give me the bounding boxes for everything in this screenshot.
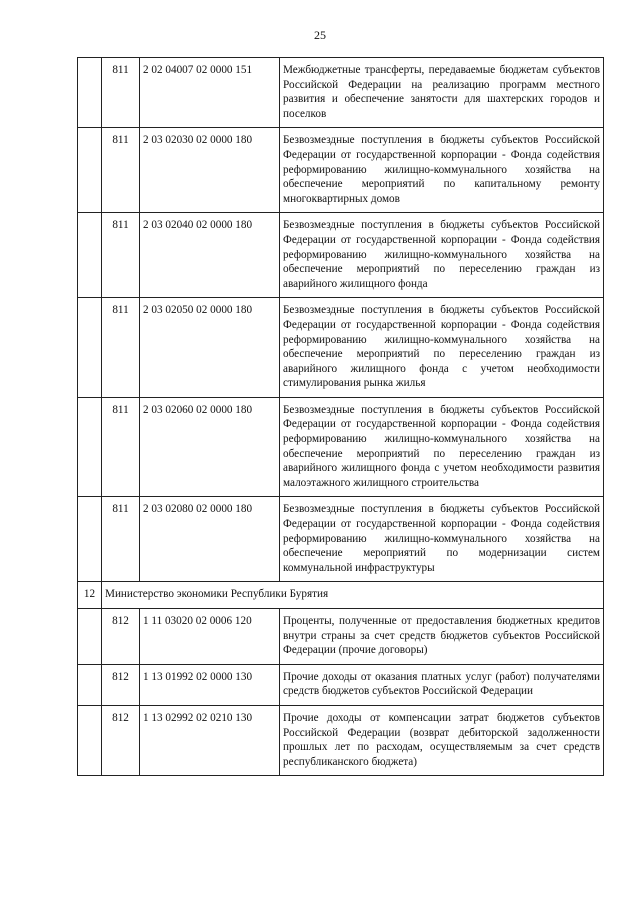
revenue-code-cell: 2 03 02030 02 0000 180 (140, 128, 280, 213)
table-row (78, 58, 604, 128)
admin-code-cell: 812 (102, 705, 140, 775)
revenue-code-cell: 2 03 02060 02 0000 180 (140, 397, 280, 497)
row-number-cell (78, 497, 102, 582)
ministry-row (78, 582, 604, 609)
ministry-number: 12 (78, 582, 102, 609)
description-cell: Безвозмездные поступления в бюджеты субъектов Российской Федерации от государственной корпорации - Фонда содействия реформированию жилищно-коммунального хозяйства на обеспечение мероприятий по капитальному ремонту многоквартирных домов (280, 128, 604, 213)
description-cell: Проценты, полученные от предоставления бюджетных кредитов внутри страны за счет средств бюджетов субъектов Российской Федерации (прочие договоры) (280, 609, 604, 665)
page-number: 25 (314, 28, 326, 42)
row-number-cell (78, 705, 102, 775)
admin-code-cell: 812 (102, 664, 140, 705)
admin-code-cell: 812 (102, 609, 140, 665)
description-cell: Прочие доходы от компенсации затрат бюджетов субъектов Российской Федерации (возврат дебиторской задолженности прошлых лет по расходам, осуществляемым за счет средств республиканского бюджета) (280, 705, 604, 775)
revenue-code-cell: 1 11 03020 02 0006 120 (140, 609, 280, 665)
revenue-code-cell: 1 13 01992 02 0000 130 (140, 664, 280, 705)
row-number-cell (78, 664, 102, 705)
row-number-cell (78, 58, 102, 128)
revenue-code-cell: 2 02 04007 02 0000 151 (140, 58, 280, 128)
description-cell: Прочие доходы от оказания платных услуг (работ) получателями средств бюджетов субъектов Российской Федерации (280, 664, 604, 705)
admin-code-cell: 811 (102, 497, 140, 582)
ministry-name: Министерство экономики Республики Бурятия (102, 582, 604, 609)
admin-code-cell: 811 (102, 298, 140, 398)
revenue-codes-table (77, 57, 604, 776)
revenue-code-cell: 2 03 02080 02 0000 180 (140, 497, 280, 582)
row-number-cell (78, 213, 102, 298)
row-number-cell (78, 298, 102, 398)
table-row (78, 497, 604, 582)
row-number-cell (78, 397, 102, 497)
admin-code-cell: 811 (102, 58, 140, 128)
table-row (78, 298, 604, 398)
description-cell: Безвозмездные поступления в бюджеты субъектов Российской Федерации от государственной корпорации - Фонда содействия реформированию жилищно-коммунального хозяйства на обеспечение мероприятий по переселению граждан из аварийного жилищного фонда с учетом необходимости стимулирования рынка жилья (280, 298, 604, 398)
revenue-code-cell: 2 03 02040 02 0000 180 (140, 213, 280, 298)
admin-code-cell: 811 (102, 128, 140, 213)
table-row (78, 609, 604, 665)
description-cell: Безвозмездные поступления в бюджеты субъектов Российской Федерации от государственной корпорации - Фонда содействия реформированию жилищно-коммунального хозяйства на обеспечение мероприятий по переселению граждан из аварийного жилищного фонда (280, 213, 604, 298)
table-row (78, 213, 604, 298)
revenue-code-cell: 1 13 02992 02 0210 130 (140, 705, 280, 775)
description-cell: Межбюджетные трансферты, передаваемые бюджетам субъектов Российской Федерации на реализацию программ местного развития и обеспечение занятости для шахтерских городов и поселков (280, 58, 604, 128)
table-row (78, 664, 604, 705)
admin-code-cell: 811 (102, 397, 140, 497)
table-row (78, 397, 604, 497)
table-row (78, 128, 604, 213)
description-cell: Безвозмездные поступления в бюджеты субъектов Российской Федерации от государственной корпорации - Фонда содействия реформированию жилищно-коммунального хозяйства на обеспечение мероприятий по модернизации систем коммунальной инфраструктуры (280, 497, 604, 582)
description-cell: Безвозмездные поступления в бюджеты субъектов Российской Федерации от государственной корпорации - Фонда содействия реформированию жилищно-коммунального хозяйства на обеспечение мероприятий по переселению граждан из аварийного жилищного фонда с учетом необходимости развития малоэтажного жилищного строительства (280, 397, 604, 497)
revenue-code-cell: 2 03 02050 02 0000 180 (140, 298, 280, 398)
row-number-cell (78, 128, 102, 213)
admin-code-cell: 811 (102, 213, 140, 298)
row-number-cell (78, 609, 102, 665)
table-row (78, 705, 604, 775)
